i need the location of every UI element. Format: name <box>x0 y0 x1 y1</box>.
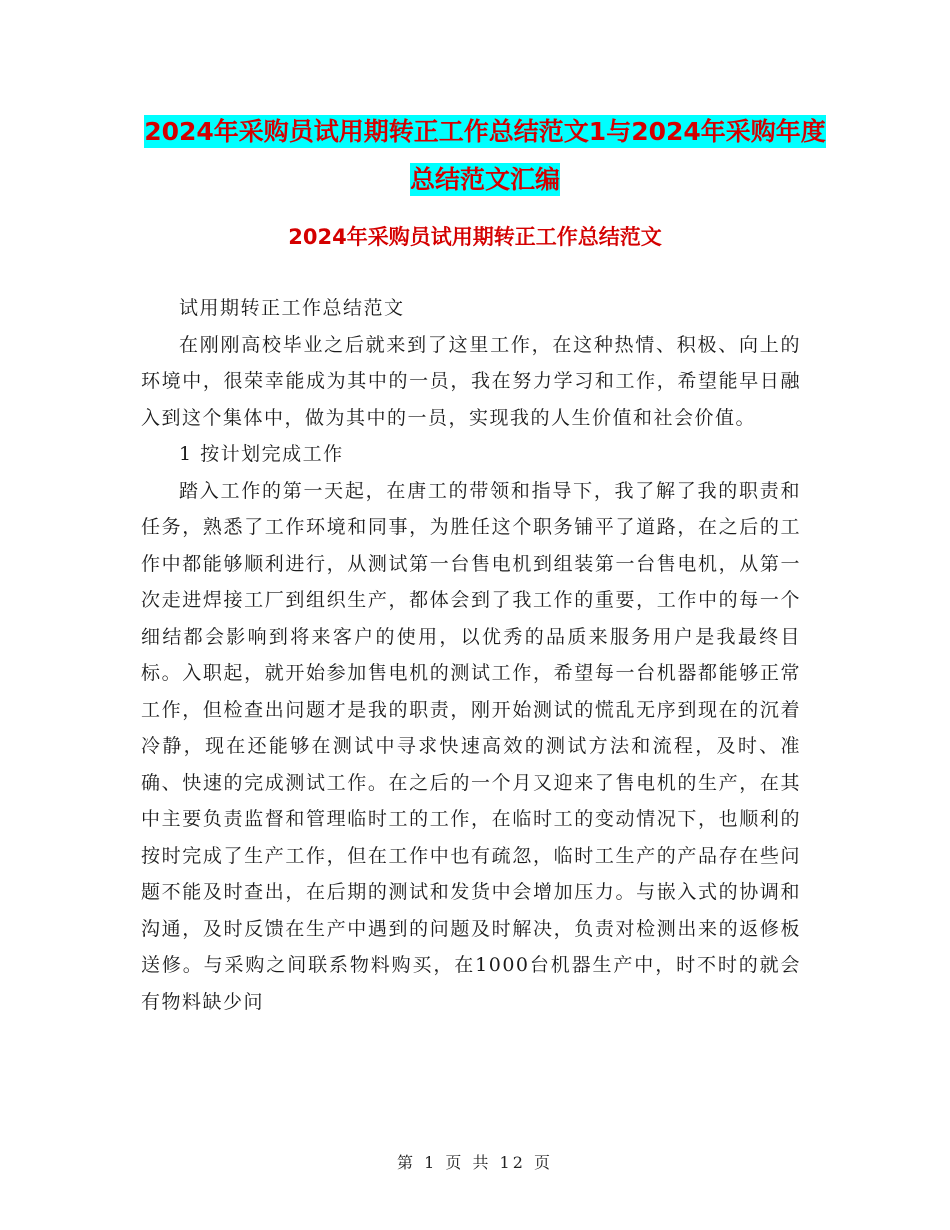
paragraph-heading: 试用期转正工作总结范文 <box>179 297 405 319</box>
section-title: 2024年采购员试用期转正工作总结范文 <box>288 225 662 249</box>
paragraph-subheading: 1 按计划完成工作 <box>179 443 344 465</box>
paragraph-work-details: 踏入工作的第一天起，在唐工的带领和指导下，我了解了我的职责和任务，熟悉了工作环境和同事，为胜任这个职务铺平了道路，在之后的工作中都能够顺利进行，从测试第一台售电机到组装第一台售电机，从第一次走进焊接工厂到组织生产，都体会到了我工作的重要，工作中的每一个细结都会影响到将来客户的使用，以优秀的品质来服务用户是我最终目标。入职起，就开始参加售电机的测试工作，希望每一台机器都能够正常工作，但检查出问题才是我的职责，刚开始测试的慌乱无序到现在的沉着冷静，现在还能够在测试中寻求快速高效的测试方法和流程，及时、准确、快速的完成测试工作。在之后的一个月又迎来了售电机的生产，在其中主要负责监督和管理临时工的工作，在临时工的变动情况下，也顺利的按时完成了生产工作，但在工作中也有疏忽，临时工生产的产品存在些问题不能及时查出，在后期的测试和发货中会增加压力。与嵌入式的协调和沟通，及时反馈在生产中遇到的问题及时解决，负责对检测出来的返修板送修。与采购之间联系物料购买，在1000台机器生产中，时不时的就会有物料缺少问 <box>141 479 801 1013</box>
body-text <box>141 290 801 1020</box>
main-title-highlight: 2024年采购员试用期转正工作总结范文1与2024年采购年度总结范文汇编 <box>144 117 826 194</box>
document-main-title <box>140 108 830 204</box>
page-footer: 第 1 页 共 12 页 <box>397 1153 553 1172</box>
paragraph-intro: 在刚刚高校毕业之后就来到了这里工作，在这种热情、积极、向上的环境中，很荣幸能成为其中的一员，我在努力学习和工作，希望能早日融入到这个集体中，做为其中的一员，实现我的人生价值和社会价值。 <box>141 333 801 429</box>
